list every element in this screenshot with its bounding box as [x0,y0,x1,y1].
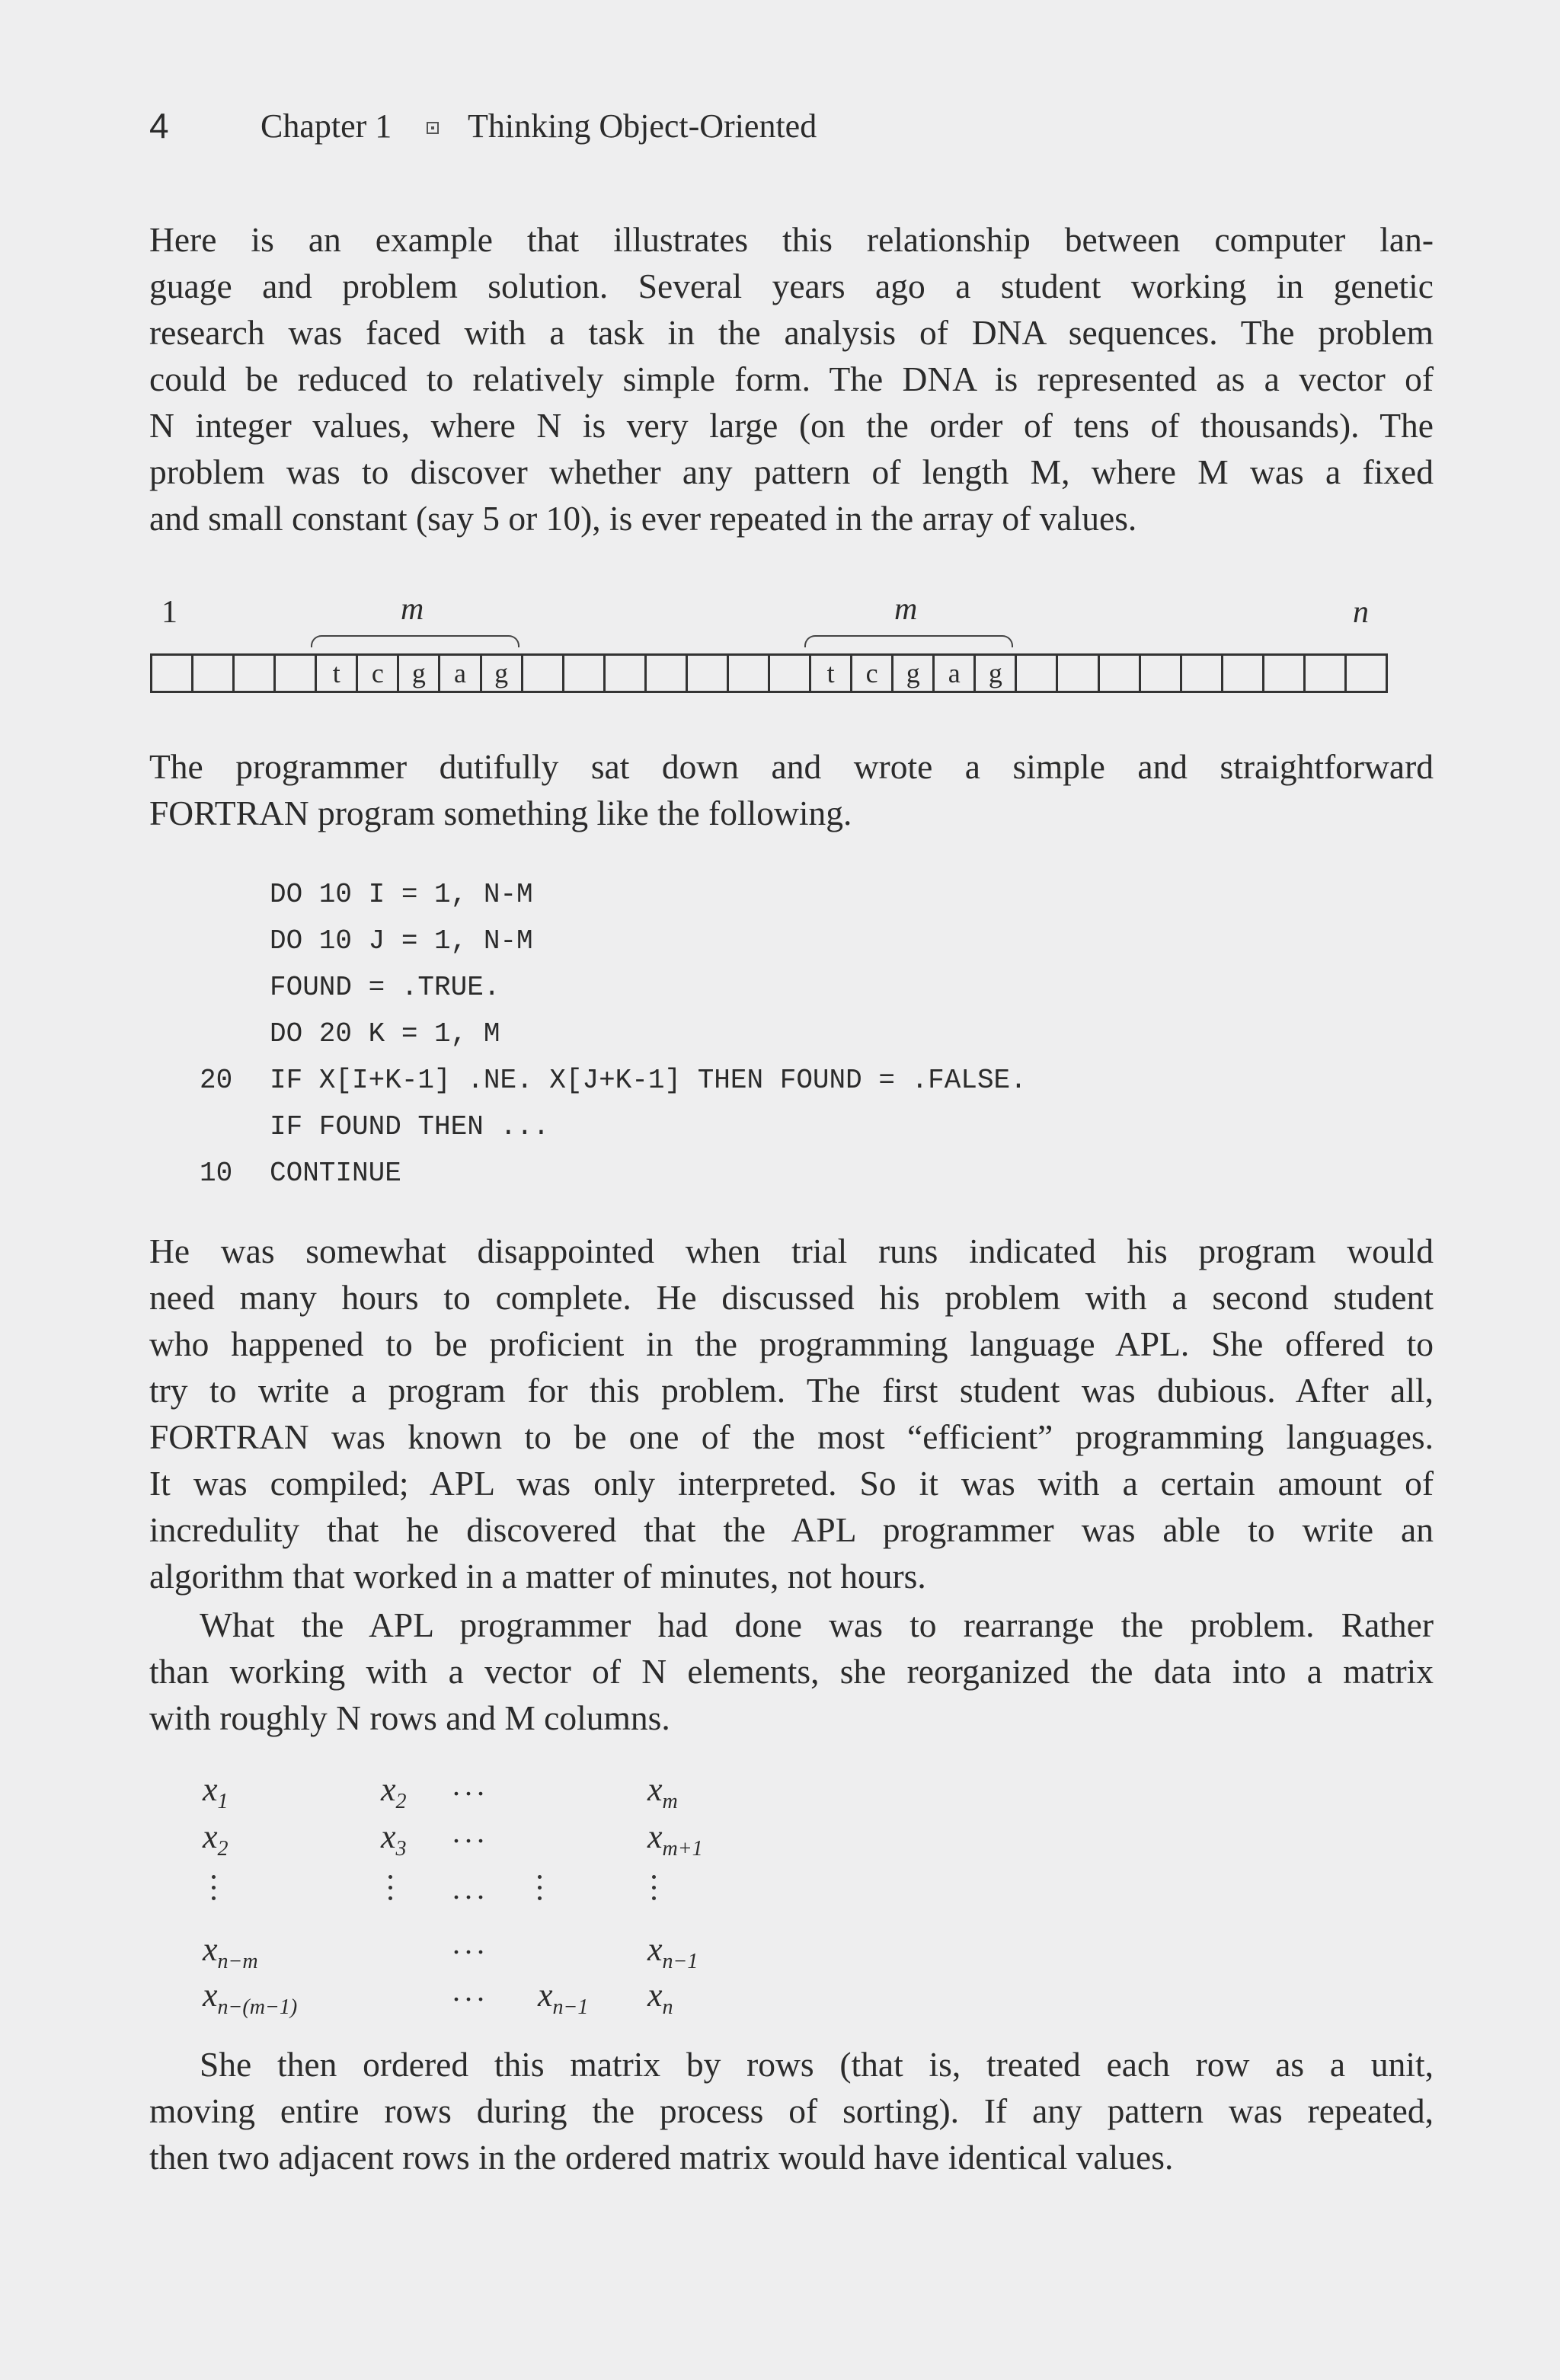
chapter-title: Thinking Object-Oriented [468,107,817,145]
paragraph-line: incredulity that he discovered that the APL programmer was able to write an [149,1510,1434,1549]
paragraph-line: research was faced with a task in the analysis of DNA sequences. The problem [149,313,1434,352]
sequence-cell: c [356,653,399,693]
paragraph-1 [149,216,1434,541]
sequence-cell [273,653,317,693]
sequence-cell [232,653,276,693]
paragraph-line: with roughly N rows and M columns. [149,1698,670,1737]
sequence-cell [1344,653,1388,693]
paragraph-line: problem was to discover whether any pattern of length M, where M was a fixed [149,452,1434,491]
matrix-cell: $x_3$ [381,1818,407,1861]
vertical-ellipsis [538,1875,544,1907]
code-text: IF FOUND THEN ... [270,1111,550,1142]
sequence-cell: t [315,653,358,693]
sequence-cell [191,653,235,693]
code-text: CONTINUE [270,1158,401,1189]
sequence-cell [603,653,647,693]
matrix-cell: $x_{n-1}$ [538,1976,589,2019]
code-text: DO 20 K = 1, M [270,1018,500,1049]
sequence-cell [150,653,193,693]
paragraph-5 [149,2041,1434,2180]
vertical-ellipsis [212,1875,218,1907]
paragraph-line: than working with a vector of N elements, she reorganized the data into a matrix [149,1652,1434,1691]
matrix-cell: $x_{n-m}$ [203,1931,258,1973]
horizontal-ellipsis: ... [452,1926,489,1960]
paragraph-3 [149,1228,1434,1599]
sequence-cell: a [932,653,976,693]
sequence-cell [1015,653,1058,693]
code-text: DO 10 J = 1, N-M [270,925,533,957]
sequence-cell [562,653,606,693]
paragraph-line: FORTRAN program something like the following. [149,794,852,832]
paragraph-line: and small constant (say 5 or 10), is ever repeated in the array of values. [149,499,1137,538]
paragraph-line: FORTRAN was known to be one of the most “efficient” programming languages. [149,1417,1434,1456]
vertical-ellipsis [652,1875,658,1907]
code-text: FOUND = .TRUE. [270,972,500,1003]
paragraph-line: He was somewhat disappointed when trial runs indicated his program would [149,1232,1434,1270]
sequence-cell [521,653,564,693]
horizontal-ellipsis: ... [452,1871,489,1906]
sequence-cell: g [480,653,523,693]
sequence-cell [1056,653,1099,693]
sequence-cell: a [438,653,481,693]
sequence-cell [1221,653,1264,693]
paragraph-line: It was compiled; APL was only interpreted. So it was with a certain amount of [149,1464,1434,1503]
square-bullet-icon [427,122,439,134]
sequence-cell [1262,653,1306,693]
sequence-cell [768,653,811,693]
sequence-cell [1098,653,1141,693]
paragraph-line: then two adjacent rows in the ordered matrix would have identical values. [149,2138,1174,2177]
pattern-brace [311,635,519,647]
pattern-length-label: m [401,592,424,627]
paragraph-4 [149,1602,1434,1741]
horizontal-ellipsis: ... [452,1768,489,1802]
paragraph-line: N integer values, where N is very large (on the order of tens of thousands). The [149,406,1434,445]
code-text: IF X[I+K-1] .NE. X[J+K-1] THEN FOUND = .FALSE. [270,1065,1027,1096]
paragraph-line: who happened to be proficient in the programming language APL. She offered to [149,1324,1434,1363]
paragraph-line: moving entire rows during the process of sorting). If any pattern was repeated, [149,2091,1434,2130]
paragraph-line: She then ordered this matrix by rows (that is, treated each row as a unit, [200,2045,1434,2084]
matrix-cell: $x_1$ [203,1771,229,1813]
sequence-cell [644,653,688,693]
sequence-cell: t [809,653,852,693]
horizontal-ellipsis: ... [452,1973,489,2008]
paragraph-line: algorithm that worked in a matter of minutes, not hours. [149,1557,926,1596]
matrix-cell: $x_{n-(m-1)}$ [203,1976,298,2019]
sequence-cell [1139,653,1182,693]
matrix-cell: $x_{m+1}$ [647,1818,703,1861]
paragraph-2 [149,743,1434,836]
data-matrix [0,1759,1560,2033]
start-index-label: 1 [161,595,177,630]
sequence-cell [727,653,770,693]
paragraph-line: The programmer dutifully sat down and wrote a simple and straightforward [149,747,1434,786]
sequence-cell [686,653,729,693]
sequence-cell: c [850,653,893,693]
matrix-cell: $x_2$ [381,1771,407,1813]
pattern-length-label: m [894,592,918,627]
sequence-cell [1303,653,1347,693]
matrix-cell: $x_n$ [647,1976,673,2019]
chapter-label: Chapter 1 [261,107,392,145]
paragraph-line: could be reduced to relatively simple form. The DNA is represented as a vector of [149,359,1434,398]
page-number: 4 [149,106,169,145]
statement-label: 20 [200,1065,233,1096]
matrix-cell: $x_{n-1}$ [647,1931,698,1973]
matrix-cell: $x_m$ [647,1771,678,1813]
statement-label: 10 [200,1158,233,1189]
paragraph-line: guage and problem solution. Several years ago a student working in genetic [149,267,1434,305]
sequence-cell: g [397,653,440,693]
matrix-cell: $x_2$ [203,1818,229,1861]
paragraph-line: What the APL programmer had done was to rearrange the problem. Rather [200,1605,1434,1644]
sequence-cell: g [891,653,935,693]
code-text: DO 10 I = 1, N-M [270,879,533,910]
paragraph-line: Here is an example that illustrates this relationship between computer lan- [149,220,1434,259]
paragraph-line: try to write a program for this problem. The first student was dubious. After all, [149,1371,1434,1410]
sequence-cell [1180,653,1223,693]
pattern-brace [804,635,1013,647]
sequence-cell: g [973,653,1017,693]
end-index-label: n [1353,595,1369,630]
fortran-code-listing [200,871,1114,1206]
horizontal-ellipsis: ... [452,1815,489,1849]
vertical-ellipsis [388,1875,395,1907]
paragraph-line: need many hours to complete. He discussed his problem with a second student [149,1278,1434,1317]
